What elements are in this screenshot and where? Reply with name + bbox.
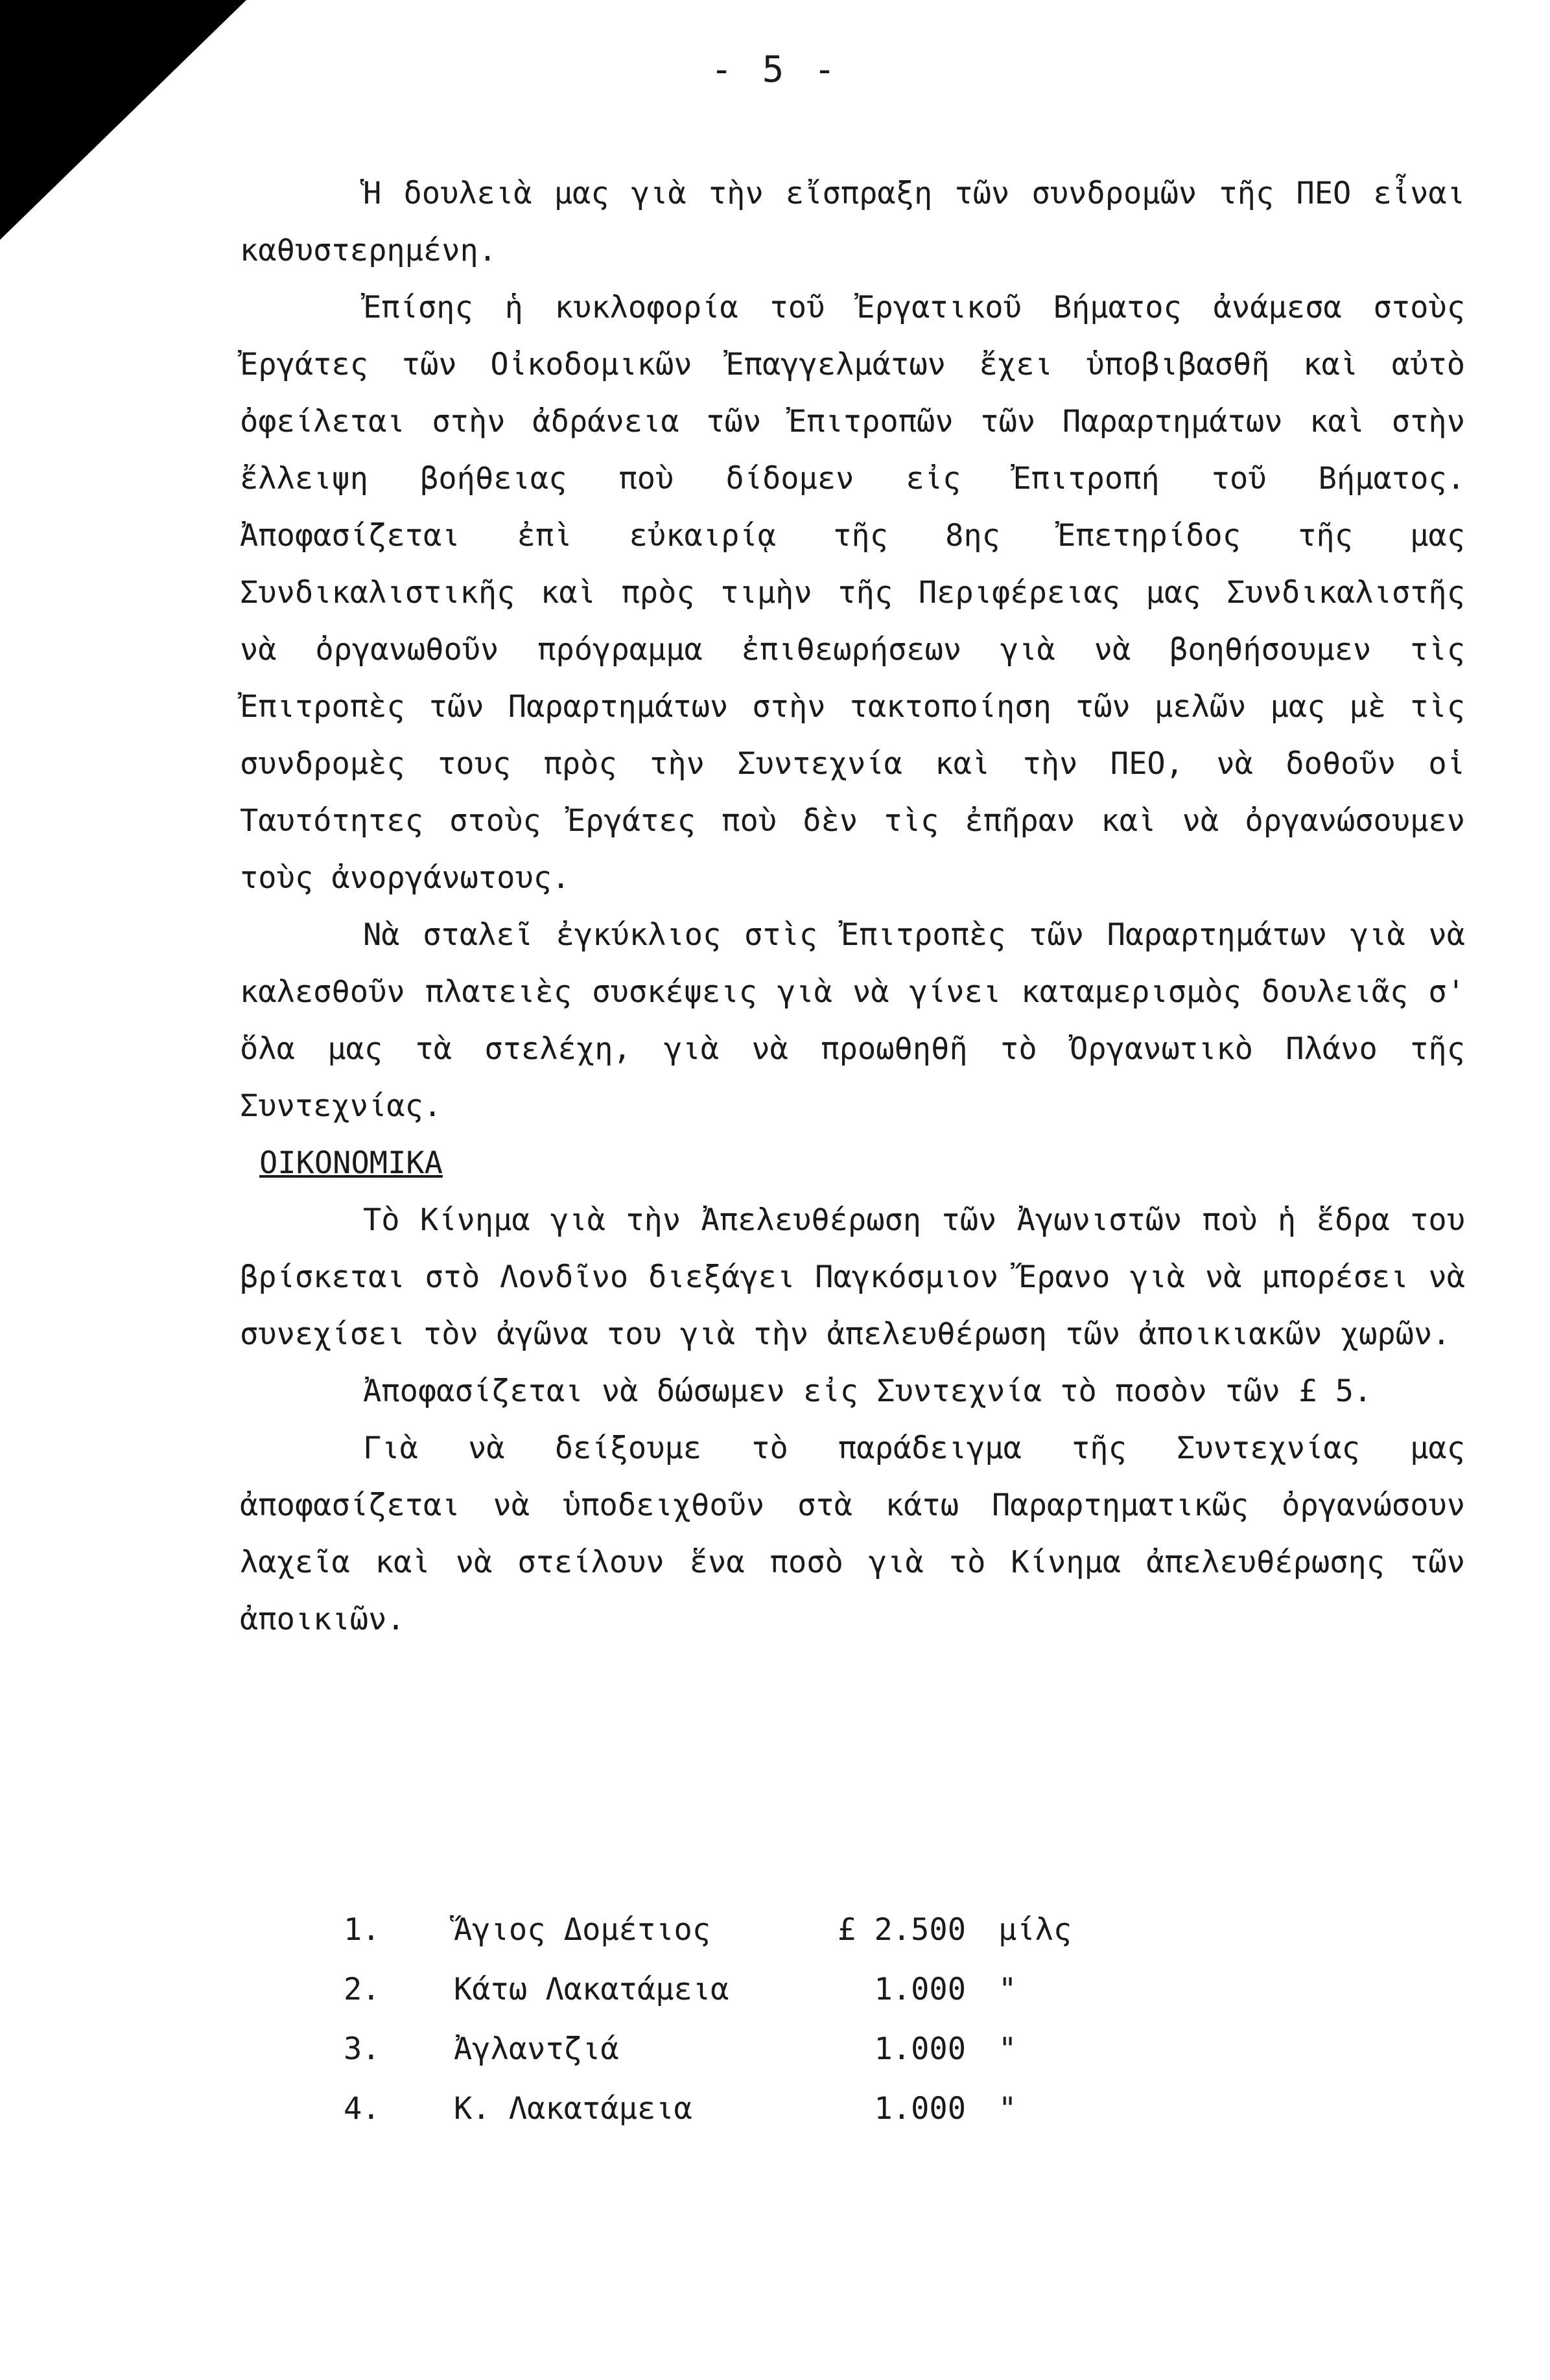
list-number: 4. (344, 2091, 381, 2127)
list-number: 3. (344, 2031, 381, 2067)
list-name: Ἀγλαντζιά (454, 2031, 619, 2067)
list-item (344, 1972, 1186, 2031)
list-unit: " (998, 2091, 1017, 2127)
list-item (344, 2031, 1186, 2091)
scan-corner-fold (0, 0, 246, 240)
list-item (344, 2091, 1186, 2151)
heading-text: ΟΙΚΟΝΟΜΙΚΑ (259, 1145, 443, 1181)
section-heading-finance (240, 1135, 1465, 1192)
list-number: 2. (344, 1972, 381, 2007)
list-unit: μίλς (998, 1912, 1072, 1948)
list-amount: 1.000 (874, 2091, 966, 2127)
contribution-list (344, 1912, 1186, 2151)
paragraph-circulation: Ἐπίσης ἡ κυκλοφορία τοῦ Ἐργατικοῦ Βήματος ἀνάμεσα στοὺς Ἐργάτες τῶν Οἰκοδομικῶν Ἐπαγγελμάτων ἔχει ὑποβιβασθῆ καὶ αὐτὸ ὀφείλεται στὴν ἀδράνεια τῶν Ἐπιτροπῶν τῶν Παραρτημάτων καὶ στὴν ἔλλειψη βοήθειας ποὺ δίδομεν εἰς Ἐπιτροπή τοῦ Βήματος. Ἀποφασίζεται ἐπὶ εὐκαιρίᾳ τῆς 8ης Ἐπετηρίδος τῆς μας Συνδικαλιστικῆς καὶ πρὸς τιμὴν τῆς Περιφέρειας μας Συνδικαλιστῆς νὰ ὀργανωθοῦν πρόγραμμα ἐπιθεωρήσεων γιὰ νὰ βοηθήσουμεν τὶς Ἐπιτροπὲς τῶν Παραρτημάτων στὴν τακτοποίηση τῶν μελῶν μας μὲ τὶς συνδρομὲς τους πρὸς τὴν Συντεχνία καὶ τὴν ΠΕΟ, νὰ δοθοῦν οἱ Ταυτότητες στοὺς Ἐργάτες ποὺ δὲν τὶς ἐπῆραν καὶ νὰ ὀργανώσουμεν τοὺς ἀνοργάνωτους. (240, 290, 1465, 896)
paragraph-circular: Νὰ σταλεῖ ἐγκύκλιος στὶς Ἐπιτροπὲς τῶν Παραρτημάτων γιὰ νὰ καλεσθοῦν πλατειὲς συσκέψεις γιὰ νὰ γίνει καταμερισμὸς δουλειᾶς σ' ὅλα μας τὰ στελέχη, γιὰ νὰ προωθηθῆ τὸ Ὀργανωτικὸ Πλάνο τῆς Συντεχνίας. (240, 917, 1465, 1124)
list-amount: 1.000 (874, 1972, 966, 2007)
list-number: 1. (344, 1912, 381, 1948)
paragraph-movement: Τὸ Κίνημα γιὰ τὴν Ἀπελευθέρωση τῶν Ἀγωνιστῶν ποὺ ἡ ἕδρα του βρίσκεται στὸ Λονδῖνο διεξάγει Παγκόσμιον Ἔρανο γιὰ νὰ μπορέσει νὰ συνεχίσει τὸν ἀγῶνα του γιὰ τὴν ἀπελευθέρωση τῶν ἀποικιακῶν χωρῶν. (240, 1202, 1465, 1352)
list-amount: £ 2.500 (837, 1912, 966, 1948)
list-amount: 1.000 (874, 2031, 966, 2067)
document-body (240, 165, 1465, 1648)
list-name: Ἅγιος Δομέτιος (454, 1912, 711, 1948)
list-unit: " (998, 1972, 1017, 2007)
paragraph-subscriptions: Ἡ δουλειὰ μας γιὰ τὴν εἴσπραξη τῶν συνδρομῶν τῆς ΠΕΟ εἶναι καθυστερημένη. (240, 176, 1465, 268)
list-item (344, 1912, 1186, 1972)
list-name: Κ. Λακατάμεια (454, 2091, 692, 2127)
list-name: Κάτω Λακατάμεια (454, 1972, 729, 2007)
paragraph-decision: Ἀποφασίζεται νὰ δώσωμεν εἰς Συντεχνία τὸ ποσὸν τῶν £ 5. (363, 1373, 1372, 1409)
page-number: - 5 - (710, 49, 840, 91)
list-unit: " (998, 2031, 1017, 2067)
paragraph-example: Γιὰ νὰ δείξουμε τὸ παράδειγμα τῆς Συντεχνίας μας ἀποφασίζεται νὰ ὑποδειχθοῦν στὰ κάτω Παραρτηματικῶς ὀργανώσουν λαχεῖα καὶ νὰ στείλουν ἕνα ποσὸ γιὰ τὸ Κίνημα ἀπελευθέρωσης τῶν ἀποικιῶν. (240, 1430, 1465, 1637)
